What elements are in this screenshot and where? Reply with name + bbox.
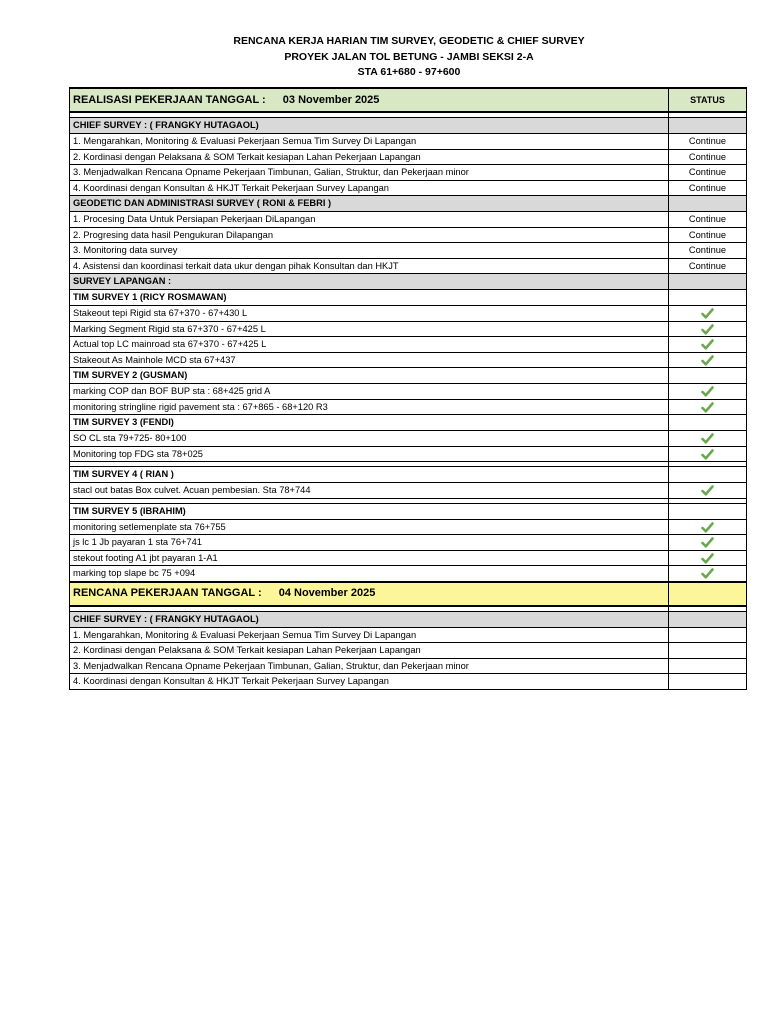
team-task-text: Marking Segment Rigid sta 67+370 - 67+425 L (70, 321, 669, 337)
rencana-label: RENCANA PEKERJAAN TANGGAL : (73, 587, 262, 600)
team-header (70, 368, 747, 384)
task-row (70, 165, 747, 181)
team-task-row (70, 446, 747, 462)
team-header (70, 290, 747, 306)
task-text: 2. Kordinasi dengan Pelaksana & SOM Terkait kesiapan Lahan Pekerjaan Lapangan (70, 643, 669, 659)
check-mark-glyph (701, 308, 714, 319)
section-title: SURVEY LAPANGAN : (70, 274, 669, 290)
team-title: TIM SURVEY 5 (IBRAHIM) (70, 503, 669, 519)
team-header (70, 503, 747, 519)
team-task-row (70, 519, 747, 535)
section-title: CHIEF SURVEY : ( FRANGKY HUTAGAOL) (70, 118, 669, 134)
status-cell: Continue (669, 165, 747, 181)
team-task-text: Monitoring top FDG sta 78+025 (70, 446, 669, 462)
task-text: 1. Mengarahkan, Monitoring & Evaluasi Pekerjaan Semua Tim Survey Di Lapangan (70, 627, 669, 643)
check-mark-glyph (701, 522, 714, 533)
task-row (70, 149, 747, 165)
check-mark-glyph (701, 433, 714, 444)
team-task-text: stekout footing A1 jbt payaran 1-A1 (70, 550, 669, 566)
team-task-row (70, 337, 747, 353)
status-cell: Continue (669, 243, 747, 259)
rencana-date: 04 November 2025 (278, 587, 376, 600)
team-task-row (70, 483, 747, 499)
check-icon (669, 352, 747, 368)
check-mark-glyph (701, 324, 714, 335)
realisasi-header-cell (70, 88, 669, 112)
check-icon (669, 321, 747, 337)
team-task-text: marking top slape bc 75 +094 (70, 566, 669, 582)
section-chief-survey-plan (70, 611, 747, 627)
team-task-row (70, 399, 747, 415)
check-mark-glyph (701, 553, 714, 564)
task-row (70, 243, 747, 259)
status-cell: Continue (669, 227, 747, 243)
check-mark-glyph (701, 485, 714, 496)
task-row (70, 227, 747, 243)
team-task-row (70, 566, 747, 582)
plan-task-row (70, 658, 747, 674)
status-cell: Continue (669, 180, 747, 196)
team-header (70, 415, 747, 431)
team-task-text: Actual top LC mainroad sta 67+370 - 67+425 L (70, 337, 669, 353)
status-cell: Continue (669, 212, 747, 228)
team-task-text: js lc 1 Jb payaran 1 sta 76+741 (70, 535, 669, 551)
check-mark-glyph (701, 402, 714, 413)
project-name: PROYEK JALAN TOL BETUNG - JAMBI SEKSI 2-A (284, 50, 534, 63)
task-text: 3. Menjadwalkan Rencana Opname Pekerjaan Timbunan, Galian, Struktur, dan Pekerjaan minor (70, 165, 669, 181)
section-title: CHIEF SURVEY : ( FRANGKY HUTAGAOL) (70, 611, 669, 627)
team-task-text: stacl out batas Box culvet. Acuan pembesian. Sta 78+744 (70, 483, 669, 499)
task-text: 4. Asistensi dan koordinasi terkait data ukur dengan pihak Konsultan dan HKJT (70, 258, 669, 274)
check-mark-glyph (701, 568, 714, 579)
rencana-header-row (70, 582, 747, 606)
plan-task-row (70, 674, 747, 690)
status-header: STATUS (669, 88, 747, 112)
check-mark-glyph (701, 386, 714, 397)
team-task-text: monitoring stringline rigid pavement sta : 67+865 - 68+120 R3 (70, 399, 669, 415)
check-icon (669, 519, 747, 535)
section-geodetic (70, 196, 747, 212)
rencana-header-cell (70, 582, 669, 606)
plan-task-row (70, 643, 747, 659)
team-task-row (70, 535, 747, 551)
task-text: 4. Koordinasi dengan Konsultan & HKJT Terkait Pekerjaan Survey Lapangan (70, 180, 669, 196)
task-row (70, 180, 747, 196)
task-row (70, 258, 747, 274)
team-task-text: marking COP dan BOF BUP sta : 68+425 grid A (70, 384, 669, 400)
realisasi-header-row (70, 88, 747, 112)
check-icon (669, 306, 747, 322)
section-survey-lapangan (70, 274, 747, 290)
check-mark-glyph (701, 355, 714, 366)
team-task-text: Stakeout tepi Rigid sta 67+370 - 67+430 L (70, 306, 669, 322)
team-task-row (70, 321, 747, 337)
check-mark-glyph (701, 537, 714, 548)
task-text: 1. Mengarahkan, Monitoring & Evaluasi Pekerjaan Semua Tim Survey Di Lapangan (70, 134, 669, 150)
team-task-text: monitoring setlemenplate sta 76+755 (70, 519, 669, 535)
task-text: 3. Menjadwalkan Rencana Opname Pekerjaan Timbunan, Galian, Struktur, dan Pekerjaan minor (70, 658, 669, 674)
team-header (70, 467, 747, 483)
team-task-row (70, 306, 747, 322)
check-icon (669, 399, 747, 415)
team-task-row (70, 431, 747, 447)
section-chief-survey (70, 118, 747, 134)
check-mark-glyph (701, 339, 714, 350)
team-task-row (70, 550, 747, 566)
station-range: STA 61+680 - 97+600 (357, 66, 461, 78)
plan-task-row (70, 627, 747, 643)
status-cell: Continue (669, 258, 747, 274)
realisasi-date: 03 November 2025 (282, 93, 380, 106)
task-text: 1. Procesing Data Untuk Persiapan Pekerjaan DiLapangan (70, 212, 669, 228)
task-text: 2. Progresing data hasil Pengukuran Dilapangan (70, 227, 669, 243)
check-icon (669, 431, 747, 447)
team-task-text: SO CL sta 79+725- 80+100 (70, 431, 669, 447)
team-title: TIM SURVEY 3 (FENDI) (70, 415, 669, 431)
task-text: 3. Monitoring data survey (70, 243, 669, 259)
team-task-text: Stakeout As Mainhole MCD sta 67+437 (70, 352, 669, 368)
check-icon (669, 550, 747, 566)
check-icon (669, 483, 747, 499)
realisasi-label: REALISASI PEKERJAAN TANGGAL : (73, 93, 266, 106)
team-title: TIM SURVEY 2 (GUSMAN) (70, 368, 669, 384)
check-icon (669, 566, 747, 582)
team-title: TIM SURVEY 1 (RICY ROSMAWAN) (70, 290, 669, 306)
task-row (70, 212, 747, 228)
document-header (0, 34, 768, 81)
team-task-row (70, 384, 747, 400)
document-title: RENCANA KERJA HARIAN TIM SURVEY, GEODETIC & CHIEF SURVEY (233, 35, 585, 47)
section-title: GEODETIC DAN ADMINISTRASI SURVEY ( RONI & FEBRI ) (70, 196, 669, 212)
team-title: TIM SURVEY 4 ( RIAN ) (70, 467, 669, 483)
check-icon (669, 535, 747, 551)
team-task-row (70, 352, 747, 368)
task-text: 4. Koordinasi dengan Konsultan & HKJT Terkait Pekerjaan Survey Lapangan (70, 674, 669, 690)
status-cell: Continue (669, 149, 747, 165)
task-row (70, 134, 747, 150)
check-icon (669, 337, 747, 353)
work-plan-table (69, 87, 747, 690)
check-icon (669, 384, 747, 400)
task-text: 2. Kordinasi dengan Pelaksana & SOM Terkait kesiapan Lahan Pekerjaan Lapangan (70, 149, 669, 165)
check-icon (669, 446, 747, 462)
status-cell: Continue (669, 134, 747, 150)
check-mark-glyph (701, 449, 714, 460)
